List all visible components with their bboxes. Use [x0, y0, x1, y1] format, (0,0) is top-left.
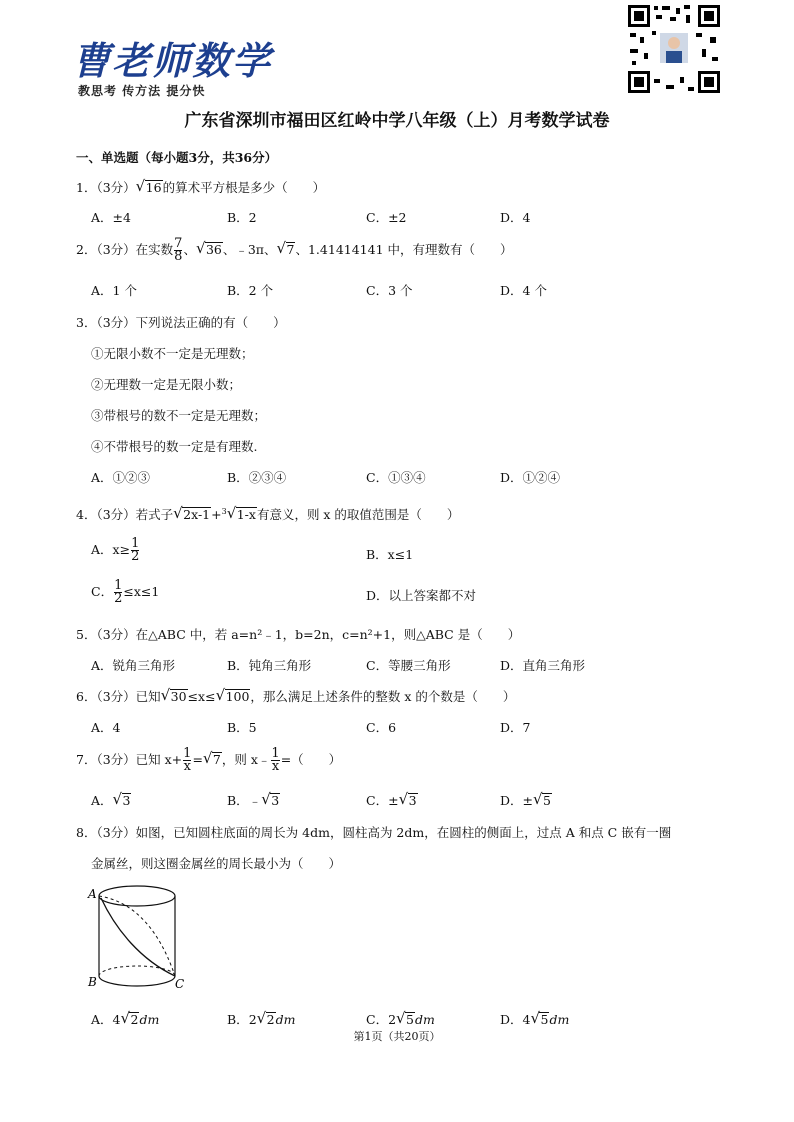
q5-option-c: C．等腰三角形 — [366, 658, 451, 673]
cylinder-figure — [86, 880, 196, 995]
q4-option-d: D．以上答案都不对 — [366, 588, 477, 603]
q5-option-a: A．锐角三角形 — [91, 658, 176, 673]
logo: 曹老师数学 — [72, 38, 273, 83]
question-6: 6．（3分）已知 √ 30≤x≤ √ 100，那么满足上述条件的整数 x 的个数是（ ） — [76, 686, 516, 704]
question-3: 3．（3分）下列说法正确的有（ ） — [76, 315, 286, 330]
q4-option-a: A．x≥ $\frac{1}{2}$ — [91, 536, 140, 564]
page-title: 广东省深圳市福田区红岭中学八年级（上）月考数学试卷 — [184, 111, 610, 131]
qr-code-icon — [626, 3, 722, 95]
q1-option-c: C．±2 — [366, 210, 407, 225]
q1-option-b: B．2 — [227, 210, 257, 225]
q8-option-c: C．2 √ 5dm — [366, 1009, 435, 1027]
q1-option-a: A．±4 — [91, 210, 131, 225]
section-heading: 一、单选题（每小题3分，共36分） — [76, 150, 278, 165]
q3-statement-1: ①无限小数不一定是无理数； — [91, 346, 254, 361]
q4-option-b: B．x≤1 — [366, 547, 414, 562]
label-b: B — [88, 975, 97, 989]
q5-option-d: D．直角三角形 — [500, 658, 586, 673]
question-7: 7．（3分）已知 x+ $\frac{1}{x}$ = √ 7，则 x﹣ $\frac{1}{x}$ =（ ） — [76, 746, 342, 774]
label-c: C — [175, 977, 185, 991]
q5-option-b: B．钝角三角形 — [227, 658, 312, 673]
q7-option-c: C．± √ 3 — [366, 790, 417, 808]
q4-option-c: C． $\frac{1}{2}$ ≤x≤1 — [91, 578, 160, 606]
label-a: A — [88, 887, 97, 901]
q6-option-b: B．5 — [227, 720, 257, 735]
q8-option-a: A．4 √ 2dm — [91, 1009, 160, 1027]
q3-statement-2: ②无理数一定是无限小数； — [91, 377, 242, 392]
q7-option-d: D．± √ 5 — [500, 790, 551, 808]
q3-statement-3: ③带根号的数不一定是无理数； — [91, 408, 267, 423]
q2-option-d: D．4 个 — [500, 283, 547, 298]
question-5: 5．（3分）在△ABC 中，若 a=n²﹣1，b=2n，c=n²+1，则△ABC 是（ ） — [76, 627, 521, 642]
sqrt-expression: √ 16 — [135, 177, 162, 195]
q3-option-a: A．①②③ — [91, 470, 151, 485]
q7-option-a: A． √ 3 — [91, 790, 131, 808]
q7-option-b: B．﹣ √ 3 — [227, 790, 280, 808]
question-4: 4．（3分）若式子 √ 2x-1+$^3$ √ 1-x有意义，则 x 的取值范围是（ ） — [76, 504, 460, 522]
q8-option-d: D．4 √ 5dm — [500, 1009, 570, 1027]
q3-option-c: C．①③④ — [366, 470, 426, 485]
slogan: 教思考 传方法 提分快 — [78, 84, 206, 98]
q3-option-b: B．②③④ — [227, 470, 287, 485]
q8-option-b: B．2 √ 2dm — [227, 1009, 296, 1027]
page-footer: 第1页（共20页） — [353, 1030, 441, 1043]
q2-option-c: C．3 个 — [366, 283, 413, 298]
question-1: 1．（3分） √ 16的算术平方根是多少（ ） — [76, 177, 326, 195]
question-2: 2．（3分）在实数 $\frac{7}{8}$ 、 √ 36、﹣3π、 √ 7、1.41414141 中，有理数有（ ） — [76, 236, 513, 264]
question-8-line-2: 金属丝，则这圈金属丝的周长最小为（ ） — [91, 856, 342, 871]
q2-option-a: A．1 个 — [91, 283, 137, 298]
q3-option-d: D．①②④ — [500, 470, 561, 485]
q6-option-a: A．4 — [91, 720, 121, 735]
q6-option-c: C．6 — [366, 720, 397, 735]
q2-option-b: B．2 个 — [227, 283, 274, 298]
question-8: 8．（3分）如图，已知圆柱底面的周长为 4dm，圆柱高为 2dm，在圆柱的侧面上，过点 A 和点 C 嵌有一圈 — [76, 825, 672, 840]
q6-option-d: D．7 — [500, 720, 531, 735]
q3-statement-4: ④不带根号的数一定是有理数. — [91, 439, 258, 454]
q1-option-d: D．4 — [500, 210, 531, 225]
